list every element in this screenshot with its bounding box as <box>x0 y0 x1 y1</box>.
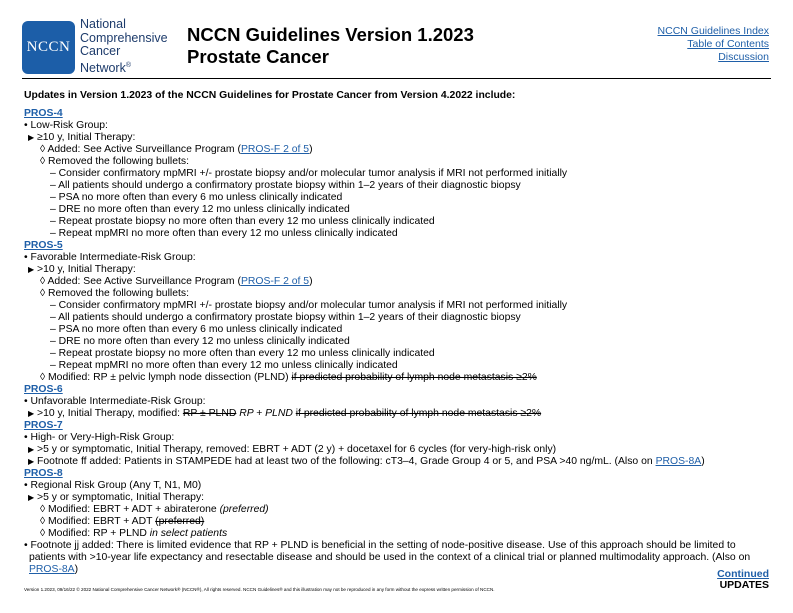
list-item-text: ◊ Modified: EBRT + ADT + abiraterone <box>40 504 220 515</box>
list-item: – Repeat prostate biopsy no more often than every 12 mo unless clinically indicated <box>50 216 435 227</box>
list-item-text: ◊ Added: See Active Surveillance Program ( <box>40 276 241 287</box>
list-item <box>24 144 774 156</box>
risk-group: • Favorable Intermediate-Risk Group: <box>24 252 196 263</box>
list-item <box>24 132 774 144</box>
list-item-text: >10 y, Initial Therapy: <box>37 264 136 275</box>
triangle-bullet-icon: ▶ <box>28 457 35 466</box>
list-item: – Repeat mpMRI no more often than every 12 mo unless clinically indicated <box>50 360 398 371</box>
section-link-pros-4[interactable]: PROS-4 <box>24 108 63 119</box>
list-item: – Repeat mpMRI no more often than every 12 mo unless clinically indicated <box>50 228 398 239</box>
footnote-text: • Footnote jj added: There is limited evidence that RP + PLND is beneficial in the setting of node-positive disease. Use of this approach should be limited to patients with >10-year life expectancy and resectable disease and should be used in the context of a clinical trial or planned multimodality approach. (Also on <box>24 540 751 563</box>
list-item: – All patients should undergo a confirmatory prostate biopsy within 1–2 years of their diagnostic biopsy <box>50 180 521 191</box>
italic-text: RP + PLND <box>236 408 296 419</box>
list-item: – All patients should undergo a confirmatory prostate biopsy within 1–2 years of their diagnostic biopsy <box>50 312 521 323</box>
risk-group: • Unfavorable Intermediate-Risk Group: <box>24 396 206 407</box>
section-link-pros-6[interactable]: PROS-6 <box>24 384 63 395</box>
list-item <box>24 492 774 504</box>
list-item-text: >5 y or symptomatic, Initial Therapy, removed: EBRT + ADT (2 y) + docetaxel for 6 cycles (for very-high-risk only) <box>37 444 557 455</box>
logo-text: NCCN <box>26 39 71 55</box>
updates-content <box>24 90 774 576</box>
registered-mark: ® <box>125 61 132 69</box>
list-item <box>24 408 774 420</box>
list-item-text: ◊ Added: See Active Surveillance Program ( <box>40 144 241 155</box>
discussion-link[interactable]: Discussion <box>718 51 769 63</box>
header-divider <box>22 78 771 79</box>
nccn-logo <box>22 21 75 74</box>
struck-text: RP ± PLND <box>182 408 237 419</box>
list-item-text: ◊ Modified: EBRT + ADT <box>40 516 156 527</box>
list-item <box>24 276 774 288</box>
triangle-bullet-icon: ▶ <box>28 409 35 418</box>
list-item: – PSA no more often than every 6 mo unless clinically indicated <box>50 324 343 335</box>
continued-block <box>717 569 769 591</box>
list-item <box>24 444 774 456</box>
list-item: – Consider confirmatory mpMRI +/- prostate biopsy and/or molecular tumor analysis if MRI not performed initially <box>50 168 568 179</box>
list-item-text: >10 y, Initial Therapy, modified: <box>37 408 183 419</box>
list-item: – DRE no more often than every 12 mo unless clinically indicated <box>50 336 350 347</box>
struck-text: if predicted probability of lymph node metastasis ≥2% <box>291 372 537 383</box>
list-item: ◊ Removed the following bullets: <box>40 156 189 167</box>
risk-group: • High- or Very-High-Risk Group: <box>24 432 175 443</box>
list-item <box>24 264 774 276</box>
org-line: Comprehensive <box>80 30 168 45</box>
italic-text: in select patients <box>149 528 228 539</box>
list-item <box>24 456 774 468</box>
title-line: NCCN Guidelines Version 1.2023 <box>187 24 474 45</box>
legal-footer: Version 1.2023, 09/16/22 © 2022 National Comprehensive Cancer Network® (NCCN®), All rights reserved. NCCN Guidelines® and this illustration may not be reproduced in any form without the express written permission of NCCN. <box>24 587 495 592</box>
list-item <box>24 504 774 516</box>
risk-group: • Low-Risk Group: <box>24 120 108 131</box>
list-item: – Repeat prostate biopsy no more often than every 12 mo unless clinically indicated <box>50 348 435 359</box>
list-item <box>24 528 774 540</box>
section-link-pros-8[interactable]: PROS-8 <box>24 468 63 479</box>
footnote-jj <box>24 540 774 576</box>
ref-link-pros-8a[interactable]: PROS-8A <box>29 564 75 575</box>
italic-text: (preferred) <box>219 504 269 515</box>
list-item-text: Footnote ff added: Patients in STAMPEDE had at least two of the following: cT3–4, Grade Group 4 or 5, and PSA >40 ng/mL. (Also on <box>37 456 656 467</box>
updates-label: UPDATES <box>719 579 769 591</box>
list-item <box>24 516 774 528</box>
triangle-bullet-icon: ▶ <box>28 445 35 454</box>
organization-name <box>80 18 168 76</box>
list-item-text: ≥10 y, Initial Therapy: <box>37 132 136 143</box>
org-line-text: Network <box>80 60 126 75</box>
org-line <box>80 59 168 76</box>
continued-link[interactable]: Continued <box>717 568 769 580</box>
list-item: – PSA no more often than every 6 mo unless clinically indicated <box>50 192 343 203</box>
triangle-bullet-icon: ▶ <box>28 493 35 502</box>
list-item: – Consider confirmatory mpMRI +/- prostate biopsy and/or molecular tumor analysis if MRI not performed initially <box>50 300 568 311</box>
list-item <box>24 372 774 384</box>
ref-link-pros-8a[interactable]: PROS-8A <box>655 456 702 467</box>
updates-heading: Updates in Version 1.2023 of the NCCN Guidelines for Prostate Cancer from Version 4.2022 include: <box>24 90 516 101</box>
list-item-text: ◊ Modified: RP + PLND <box>40 528 150 539</box>
table-of-contents-link[interactable]: Table of Contents <box>687 38 769 50</box>
list-item: – DRE no more often than every 12 mo unless clinically indicated <box>50 204 350 215</box>
list-item-text: ) <box>309 276 313 287</box>
org-line: National <box>80 17 126 31</box>
triangle-bullet-icon: ▶ <box>28 133 35 142</box>
page-title <box>187 24 474 68</box>
guidelines-index-link[interactable]: NCCN Guidelines Index <box>657 25 769 37</box>
risk-group: • Regional Risk Group (Any T, N1, M0) <box>24 480 202 491</box>
list-item-text: ◊ Modified: RP ± pelvic lymph node dissection (PLND) <box>40 372 292 383</box>
triangle-bullet-icon: ▶ <box>28 265 35 274</box>
org-line: Cancer <box>80 44 121 59</box>
list-item-text: ) <box>701 456 705 467</box>
ref-link-pros-f[interactable]: PROS-F 2 of 5 <box>240 276 310 287</box>
footnote-text: ) <box>74 564 79 575</box>
section-link-pros-7[interactable]: PROS-7 <box>24 420 63 431</box>
ref-link-pros-f[interactable]: PROS-F 2 of 5 <box>240 144 310 155</box>
title-line: Prostate Cancer <box>187 46 329 67</box>
struck-text: if predicted probability of lymph node metastasis ≥2% <box>295 408 542 419</box>
list-item: ◊ Removed the following bullets: <box>40 288 189 299</box>
section-link-pros-5[interactable]: PROS-5 <box>24 240 63 251</box>
list-item-text: ) <box>309 144 313 155</box>
list-item-text: >5 y or symptomatic, Initial Therapy: <box>37 492 205 503</box>
struck-text: (preferred) <box>155 516 205 527</box>
nav-links <box>658 25 769 64</box>
